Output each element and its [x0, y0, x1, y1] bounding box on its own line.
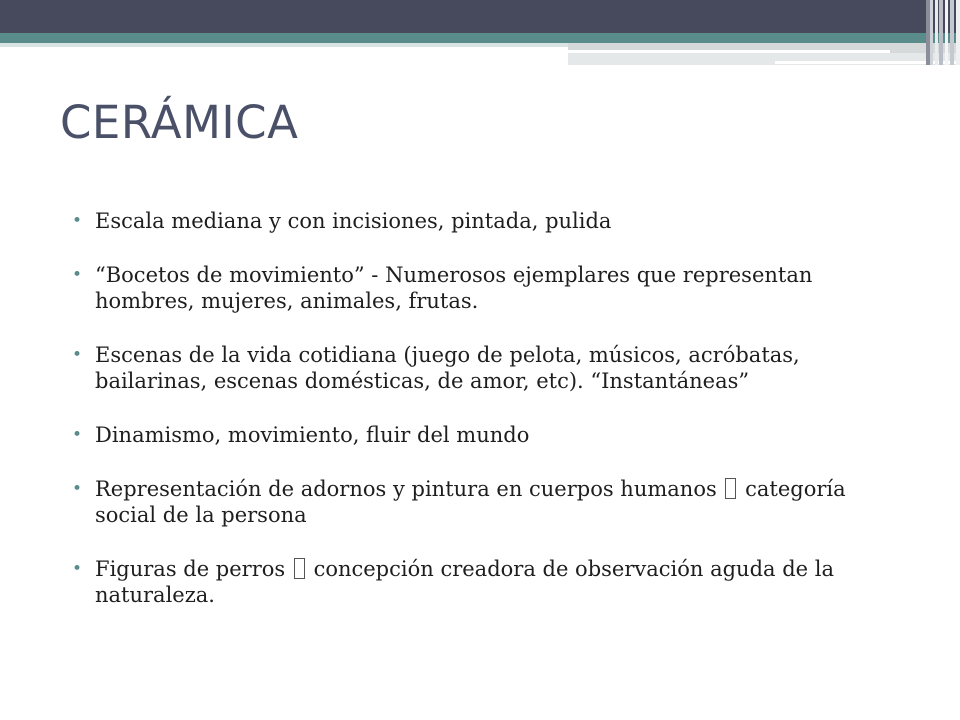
list-item [70, 556, 910, 608]
bullet-icon: • [72, 559, 83, 579]
slide-title: CERÁMICA [60, 96, 299, 149]
bullet-list [70, 208, 910, 636]
arrow-icon [725, 478, 736, 499]
bullet-icon: • [72, 211, 83, 231]
list-item [70, 208, 910, 234]
arrow-icon [294, 558, 305, 579]
corner-decor-stripes [926, 0, 960, 65]
header-bar [0, 0, 960, 33]
bullet-text: concepción creadora de observación aguda de la naturaleza. [95, 557, 834, 607]
bullet-icon: • [72, 345, 83, 365]
list-item [70, 262, 910, 314]
bullet-icon: • [72, 479, 83, 499]
bullet-text: Dinamismo, movimiento, fluir del mundo [95, 423, 530, 447]
bullet-text: Representación de adornos y pintura en cuerpos humanos [95, 477, 717, 501]
bullet-text: categoría social de la persona [95, 477, 846, 527]
list-item [70, 342, 910, 394]
bullet-text: “Bocetos de movimiento” - Numerosos ejemplares que representan hombres, mujeres, animales, frutas. [95, 263, 813, 313]
bullet-text: Escala mediana y con incisiones, pintada, pulida [95, 209, 612, 233]
header-accent-band [0, 33, 960, 43]
list-item [70, 422, 910, 448]
bullet-text: Escenas de la vida cotidiana (juego de pelota, músicos, acróbatas, bailarinas, escenas domésticas, de amor, etc). “Instantáneas” [95, 343, 800, 393]
bullet-icon: • [72, 265, 83, 285]
list-item [70, 476, 910, 528]
bullet-text: Figuras de perros [95, 557, 286, 581]
bullet-icon: • [72, 425, 83, 445]
